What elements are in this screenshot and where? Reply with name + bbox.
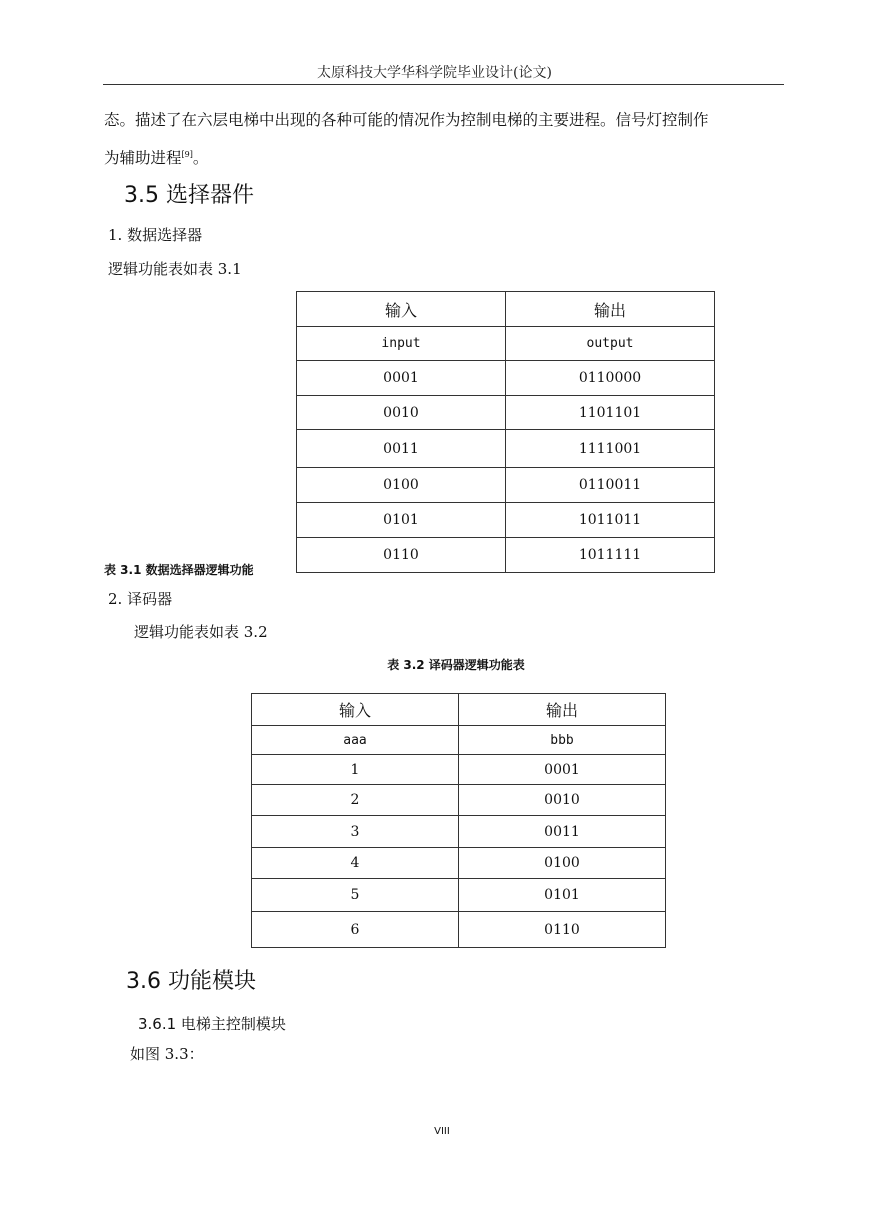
table-cell: 1011111 xyxy=(506,538,715,573)
table-row xyxy=(252,816,666,848)
intro-line-1 xyxy=(104,104,794,137)
decoder-logic-table xyxy=(251,693,666,948)
page-header-title: 太原科技大学华科学院毕业设计(论文) xyxy=(317,65,552,81)
intro-line-2-end: 。 xyxy=(192,149,209,168)
intro-line-1-text: 态。描述了在六层电梯中出现的各种可能的情况作为控制电梯的主要进程。信号灯控制作 xyxy=(104,111,709,129)
table-cell: 0110 xyxy=(297,538,506,573)
table-cell: 0001 xyxy=(297,361,506,396)
table-cell: 6 xyxy=(252,912,459,948)
table-row xyxy=(252,785,666,816)
table-subheader-cell: bbb xyxy=(459,726,666,755)
table-cell: 5 xyxy=(252,879,459,912)
table-cell: 1101101 xyxy=(506,396,715,430)
header-divider xyxy=(103,84,784,85)
table-row xyxy=(252,755,666,785)
table-caption-3-1: 表 3.1 数据选择器逻辑功能 xyxy=(104,563,254,577)
table-row xyxy=(252,879,666,912)
table-header-row xyxy=(297,292,715,327)
table-row xyxy=(252,848,666,879)
table-row xyxy=(297,468,715,503)
table-row xyxy=(297,538,715,573)
table-cell: 0010 xyxy=(297,396,506,430)
table-header-cell: 输入 xyxy=(252,694,459,726)
table-header-row xyxy=(252,694,666,726)
table-cell: 0110011 xyxy=(506,468,715,503)
table-row xyxy=(297,361,715,396)
table-row xyxy=(297,396,715,430)
table-cell: 0011 xyxy=(297,430,506,468)
list-item-data-selector: 1. 数据选择器 xyxy=(108,226,203,244)
table-subheader-cell: input xyxy=(297,327,506,361)
table-reference-3-1: 逻辑功能表如表 3.1 xyxy=(108,260,242,278)
table-subheader-cell: aaa xyxy=(252,726,459,755)
table-cell: 4 xyxy=(252,848,459,879)
page-number: VIII xyxy=(434,1126,450,1137)
table-row xyxy=(252,912,666,948)
table-cell: 0011 xyxy=(459,816,666,848)
table-cell: 0010 xyxy=(459,785,666,816)
table-cell: 0001 xyxy=(459,755,666,785)
subsection-heading-3-6-1: 3.6.1 电梯主控制模块 xyxy=(138,1015,286,1033)
table-cell: 1111001 xyxy=(506,430,715,468)
table-cell: 0101 xyxy=(459,879,666,912)
citation-marker[interactable]: [9] xyxy=(181,150,193,159)
table-cell: 0110000 xyxy=(506,361,715,396)
table-header-cell: 输入 xyxy=(297,292,506,327)
table-row xyxy=(297,430,715,468)
table-row xyxy=(297,503,715,538)
table-subheader-row xyxy=(252,726,666,755)
table-cell: 0110 xyxy=(459,912,666,948)
section-heading-3-6: 3.6 功能模块 xyxy=(126,969,256,994)
data-selector-logic-table xyxy=(296,291,715,573)
intro-line-2 xyxy=(104,138,794,175)
figure-reference: 如图 3.3： xyxy=(130,1045,204,1063)
table-cell: 0100 xyxy=(297,468,506,503)
table-subheader-cell: output xyxy=(506,327,715,361)
table-header-cell: 输出 xyxy=(459,694,666,726)
section-heading-3-5: 3.5 选择器件 xyxy=(124,183,254,208)
table-reference-3-2: 逻辑功能表如表 3.2 xyxy=(134,623,268,641)
table-caption-3-2: 表 3.2 译码器逻辑功能表 xyxy=(387,658,525,672)
table-cell: 0100 xyxy=(459,848,666,879)
table-cell: 2 xyxy=(252,785,459,816)
table-cell: 3 xyxy=(252,816,459,848)
list-item-decoder: 2. 译码器 xyxy=(108,590,173,608)
table-cell: 1011011 xyxy=(506,503,715,538)
table-subheader-row xyxy=(297,327,715,361)
table-cell: 1 xyxy=(252,755,459,785)
table-cell: 0101 xyxy=(297,503,506,538)
intro-line-2-text: 为辅助进程 xyxy=(104,149,182,168)
table-header-cell: 输出 xyxy=(506,292,715,327)
